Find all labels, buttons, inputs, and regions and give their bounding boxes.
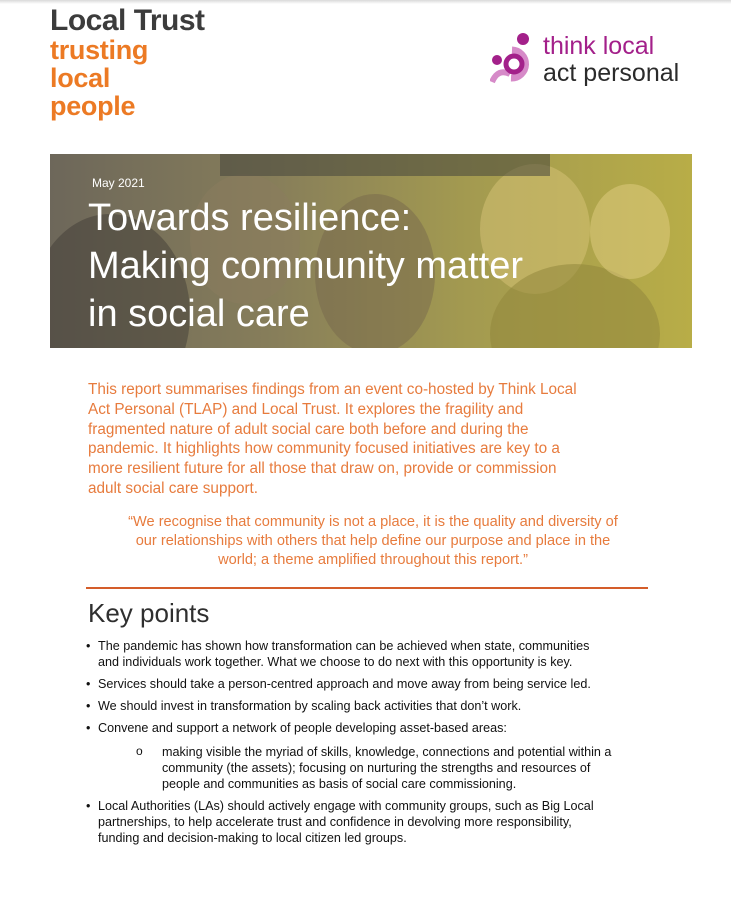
intro-line: This report summarises findings from an event co-hosted by Think Local — [88, 381, 577, 398]
bullet-icon: • — [86, 799, 91, 813]
local-trust-tagline-2: local — [50, 63, 111, 93]
local-trust-tagline-3: people — [50, 91, 136, 121]
list-item-line: partnerships, to help accelerate trust and confidence in devolving more responsibility, — [98, 815, 572, 829]
list-item-line: Convene and support a network of people developing asset-based areas: — [98, 721, 507, 735]
bullet-icon: • — [86, 721, 91, 735]
hero-date: May 2021 — [92, 176, 145, 190]
sub-bullet-icon: o — [136, 744, 143, 758]
tlap-line-2: act personal — [543, 59, 680, 87]
intro-paragraph — [88, 380, 658, 499]
list-item-line: Local Authorities (LAs) should actively engage with community groups, such as Big Local — [98, 799, 594, 813]
list-item-line: funding and decision-making to local citizen led groups. — [98, 831, 407, 845]
list-item — [86, 720, 656, 736]
list-item-text — [98, 676, 591, 692]
sub-list-item-line: community (the assets); focusing on nurturing the strengths and resources of — [162, 761, 591, 775]
list-item-line: and individuals work together. What we choose to do next with this opportunity is key. — [98, 655, 573, 669]
bullet-icon: • — [86, 699, 91, 713]
intro-line: adult social care support. — [88, 479, 259, 497]
sub-list-item-line: people and communities as basis of social care commissioning. — [162, 777, 517, 791]
tlap-people-icon — [490, 30, 540, 86]
list-item-text — [98, 720, 507, 736]
list-item-line: The pandemic has shown how transformation can be achieved when state, communities — [98, 639, 590, 653]
list-item — [86, 698, 656, 714]
hero-photo-figure — [590, 184, 670, 279]
list-item — [86, 638, 656, 670]
hero-title — [88, 194, 523, 338]
hero-banner — [50, 154, 692, 348]
local-trust-title: Local Trust — [50, 4, 205, 37]
hero-title-line: in social care — [88, 293, 310, 335]
sub-list-item-text — [162, 744, 611, 792]
intro-line: Act Personal (TLAP) and Local Trust. It explores the fragility and — [88, 400, 524, 418]
bullet-icon: • — [86, 639, 91, 653]
sub-list-item — [136, 744, 656, 792]
quote-line: our relationships with others that help define our purpose and place in the — [135, 533, 611, 549]
hero-photo-background — [220, 154, 550, 176]
section-divider — [86, 587, 648, 589]
quote-line: “We recognise that community is not a place, it is the quality and diversity of — [128, 514, 618, 530]
hero-title-line: Making community matter — [88, 245, 524, 287]
key-points-heading: Key points — [88, 598, 210, 628]
intro-line: more resilient future for all those that draw on, provide or commission — [88, 460, 557, 478]
local-trust-tagline-1: trusting — [50, 35, 149, 65]
sub-list-item-line: making visible the myriad of skills, knowledge, connections and potential within a — [162, 745, 612, 759]
quote-line: world; a theme amplified throughout this report.” — [218, 552, 528, 568]
tlap-line-1: think local — [543, 32, 655, 60]
list-item — [86, 676, 656, 692]
pull-quote — [88, 513, 658, 570]
list-item-text — [98, 798, 594, 846]
list-item — [86, 798, 656, 846]
list-item-line: Services should take a person-centred approach and move away from being service led. — [98, 677, 591, 691]
list-item-text — [98, 698, 521, 714]
tlap-logo — [490, 30, 695, 90]
intro-line: fragmented nature of adult social care both before and during the — [88, 420, 529, 438]
intro-line: pandemic. It highlights how community focused initiatives are key to a — [88, 440, 560, 458]
hero-title-line: Towards resilience: — [88, 197, 412, 239]
list-item-line: We should invest in transformation by scaling back activities that don’t work. — [98, 699, 522, 713]
list-item-text — [98, 638, 589, 670]
local-trust-logo — [50, 6, 205, 120]
bullet-icon: • — [86, 677, 91, 691]
